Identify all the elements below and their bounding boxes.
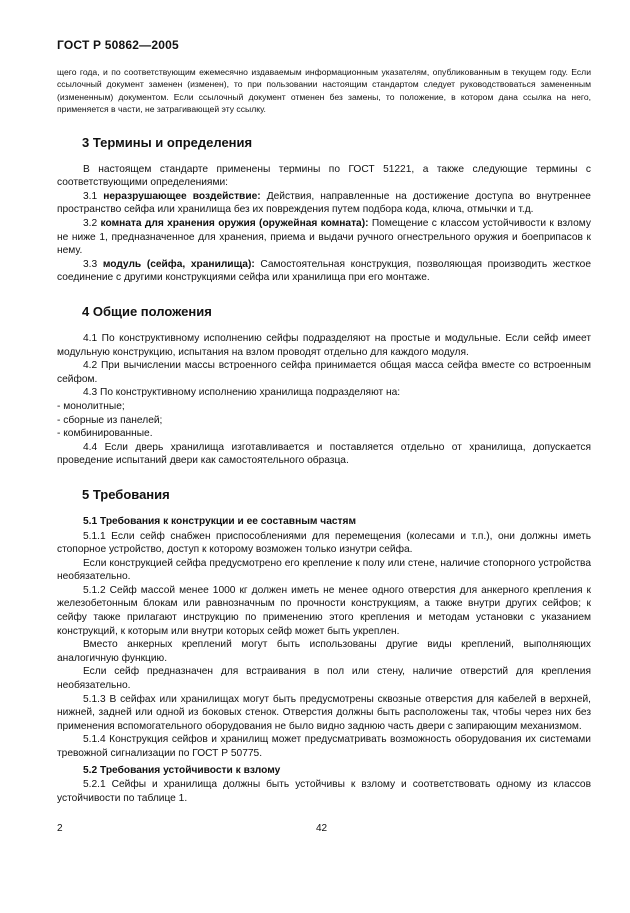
section-3-heading: 3 Термины и определения (82, 134, 253, 150)
clause-5-1-2-alt: Вместо анкерных креплений могут быть использованы другие виды креплений, выполняющих аналогичную функцию. (57, 639, 591, 664)
term-3-3 (57, 258, 591, 285)
term-3-1 (57, 190, 591, 217)
section-5-heading: 5 Требования (82, 486, 170, 502)
clause-5-1-2: 5.1.2 Сейф массой менее 1000 кг должен иметь не менее одного отверстия для анкерного крепления к железобетонным блокам или равнозначным по прочности конструкциям, а также внутри других сейфов; к сейфу также прилагают инструкцию по применению этого крепления и методам установки с указанием конструкций, к которым или внутри которых сейф может быть укреплен. (57, 584, 591, 637)
clause-5-2-1: 5.2.1 Сейфы и хранилища должны быть устойчивы к взлому и соответствовать одному из классов устойчивости по таблице 1. (57, 779, 591, 804)
clause-4-2: 4.2 При вычислении массы встроенного сейфа принимается общая масса сейфа вместе со встроенным сейфом. (57, 360, 591, 385)
section-3-intro: В настоящем стандарте применены термины по ГОСТ 51221, а также следующие термины с соответствующими определениями: (57, 163, 591, 189)
term-name: неразрушающее воздействие: (103, 190, 261, 202)
clause-5-1-2-note: Если сейф предназначен для встраивания в пол или стену, наличие отверстий для крепления необязательно. (57, 666, 591, 692)
clause-5-1-4: 5.1.4 Конструкция сейфов и хранилищ может предусматривать возможность оборудования их системами тревожной сигнализации по ГОСТ Р 50775. (57, 734, 591, 759)
term-name: комната для хранения оружия (оружейная комната): (100, 218, 369, 229)
clause-4-1: 4.1 По конструктивному исполнению сейфы подразделяют на простые и модульные. Если сейф имеет модульную конструкцию, испытания на взлом проводят отдельно для каждого модуля. (57, 332, 591, 358)
document-body (57, 66, 591, 805)
list-item: - монолитные; (57, 400, 125, 412)
term-3-2 (57, 217, 591, 258)
subsection-5-2-heading: 5.2 Требования устойчивости к взлому (83, 764, 281, 776)
clause-4-4: 4.4 Если дверь хранилища изготавливается и поставляется отдельно от хранилища, допускается проведение испытаний двери как самостоятельного образца. (57, 441, 591, 467)
list-item: - комбинированные. (57, 428, 153, 440)
clause-5-1-3: 5.1.3 В сейфах или хранилищах могут быть предусмотрены сквозные отверстия для кабелей в верхней, нижней, задней или одной из боковых стенок. Отверстия должны быть расположены так, чтобы через них без применения вспомогательного оборудования не было видно заднюю часть двери с запирающим механизмом. (57, 693, 591, 732)
list-item: - сборные из панелей; (57, 414, 163, 426)
document-header: ГОСТ Р 50862—2005 (57, 38, 179, 52)
term-definition: Самостоятельная конструкция, позволяющая производить жесткое соединение с другими конструкциями сейфа или хранилища при его монтаже. (57, 258, 592, 284)
section-4-heading: 4 Общие положения (82, 303, 212, 319)
clause-5-1-1-note: Если конструкцией сейфа предусмотрено его крепление к полу или стене, наличие стопорного устройства необязательно. (57, 557, 591, 583)
page-number: 2 (57, 823, 63, 834)
footer-sheet-number: 42 (316, 823, 328, 834)
term-definition: Действия, направленные на достижение доступа во внутреннее пространство сейфа или хранилища без их повреждения путем подбора кода, ключа, отмычки и т.д. (57, 190, 591, 216)
term-definition: Помещение с классом устойчивости к взлому не ниже 1, предназначенное для хранения, приема и выдачи ручного огнестрельного оружия и боеприпасов к нему. (57, 218, 591, 257)
intro-paragraph: щего года, и по соответствующим ежемесячно издаваемым информационным указателям, опубликованным в текущем году. Если ссылочный документ заменен (изменен), то при пользовании настоящим стандартом следует руководствоваться замененным (измененным) документом. Если ссылочный документ отменен без замены, то положение, в котором дана ссылка на него, применяется в части, не затрагивающей эту ссылку. (57, 67, 591, 115)
clause-5-1-1: 5.1.1 Если сейф снабжен приспособлениями для перемещения (колесами и т.п.), они должны иметь стопорное устройство, доступ к которому возможен только изнутри сейфа. (57, 530, 591, 556)
term-number: 3.3 (83, 258, 98, 270)
term-name: модуль (сейфа, хранилища): (102, 258, 255, 270)
subsection-5-1-heading: 5.1 Требования к конструкции и ее составным частям (83, 515, 357, 527)
clause-4-3: 4.3 По конструктивному исполнению хранилища подразделяют на: (83, 387, 401, 399)
term-number: 3.2 (83, 218, 98, 229)
term-number: 3.1 (83, 190, 98, 202)
